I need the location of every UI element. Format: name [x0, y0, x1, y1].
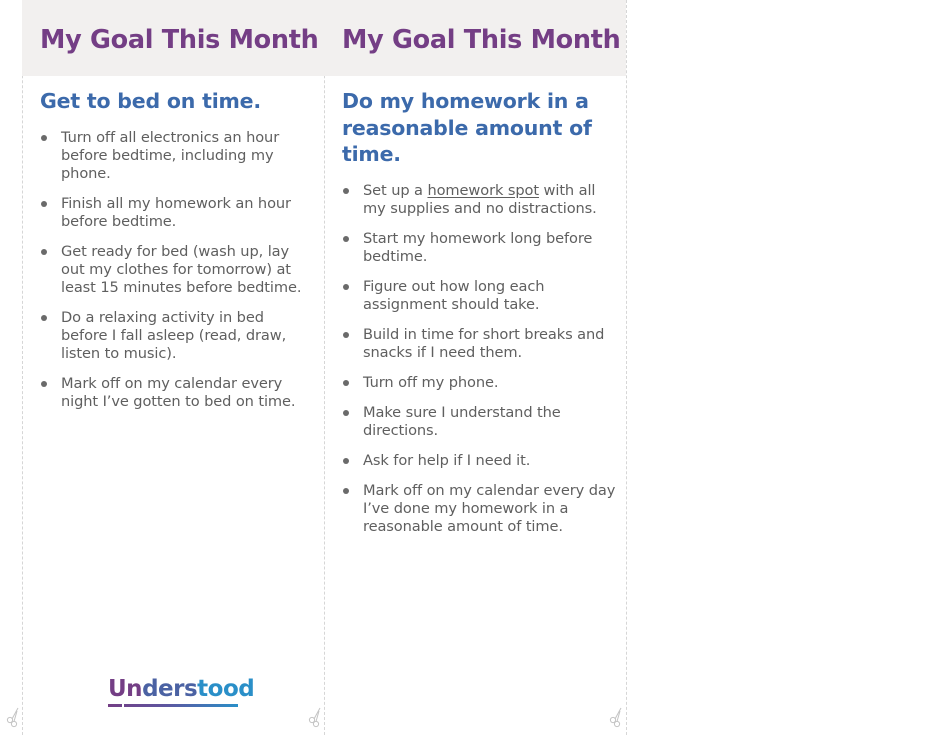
goal-card-homework	[324, 0, 626, 735]
list-item: Build in time for short breaks and snacks if I need them.	[342, 326, 616, 362]
logo-underline-gap	[122, 703, 124, 708]
list-item: Get ready for bed (wash up, lay out my clothes for tomorrow) at least 15 minutes before bedtime.	[40, 243, 314, 297]
list-item: Start my homework long before bedtime.	[342, 230, 616, 266]
goal-steps-list	[324, 182, 626, 536]
list-item: Turn off all electronics an hour before bedtime, including my phone.	[40, 129, 314, 183]
scissors-icon	[307, 706, 325, 728]
list-item: Make sure I understand the directions.	[342, 404, 616, 440]
homework-spot-link[interactable]: homework spot	[427, 181, 539, 199]
card-header	[324, 0, 626, 76]
list-item: Mark off on my calendar every day I’ve done my homework in a reasonable amount of time.	[342, 482, 616, 536]
goal-card-bedtime	[22, 0, 324, 735]
card-title: My Goal This Month	[40, 25, 319, 55]
card-header	[22, 0, 324, 76]
understood-logo: Understood	[108, 676, 255, 702]
card-title: My Goal This Month	[342, 25, 621, 55]
logo-underline	[108, 704, 238, 707]
list-item: Do a relaxing activity in bed before I fall asleep (read, draw, listen to music).	[40, 309, 314, 363]
goal-steps-list	[22, 129, 324, 411]
list-item: Turn off my phone.	[342, 374, 616, 392]
list-item: Finish all my homework an hour before bedtime.	[40, 195, 314, 231]
list-item: Set up a homework spot with all my supplies and no distractions.	[342, 182, 616, 218]
scissors-icon	[608, 706, 626, 728]
cut-line	[626, 0, 627, 735]
goal-heading: Do my homework in a reasonable amount of time.	[342, 89, 592, 166]
list-item: Ask for help if I need it.	[342, 452, 616, 470]
goal-heading: Get to bed on time.	[40, 89, 261, 113]
scissors-icon	[5, 706, 23, 728]
list-item: Figure out how long each assignment should take.	[342, 278, 616, 314]
list-item: Mark off on my calendar every night I’ve gotten to bed on time.	[40, 375, 314, 411]
